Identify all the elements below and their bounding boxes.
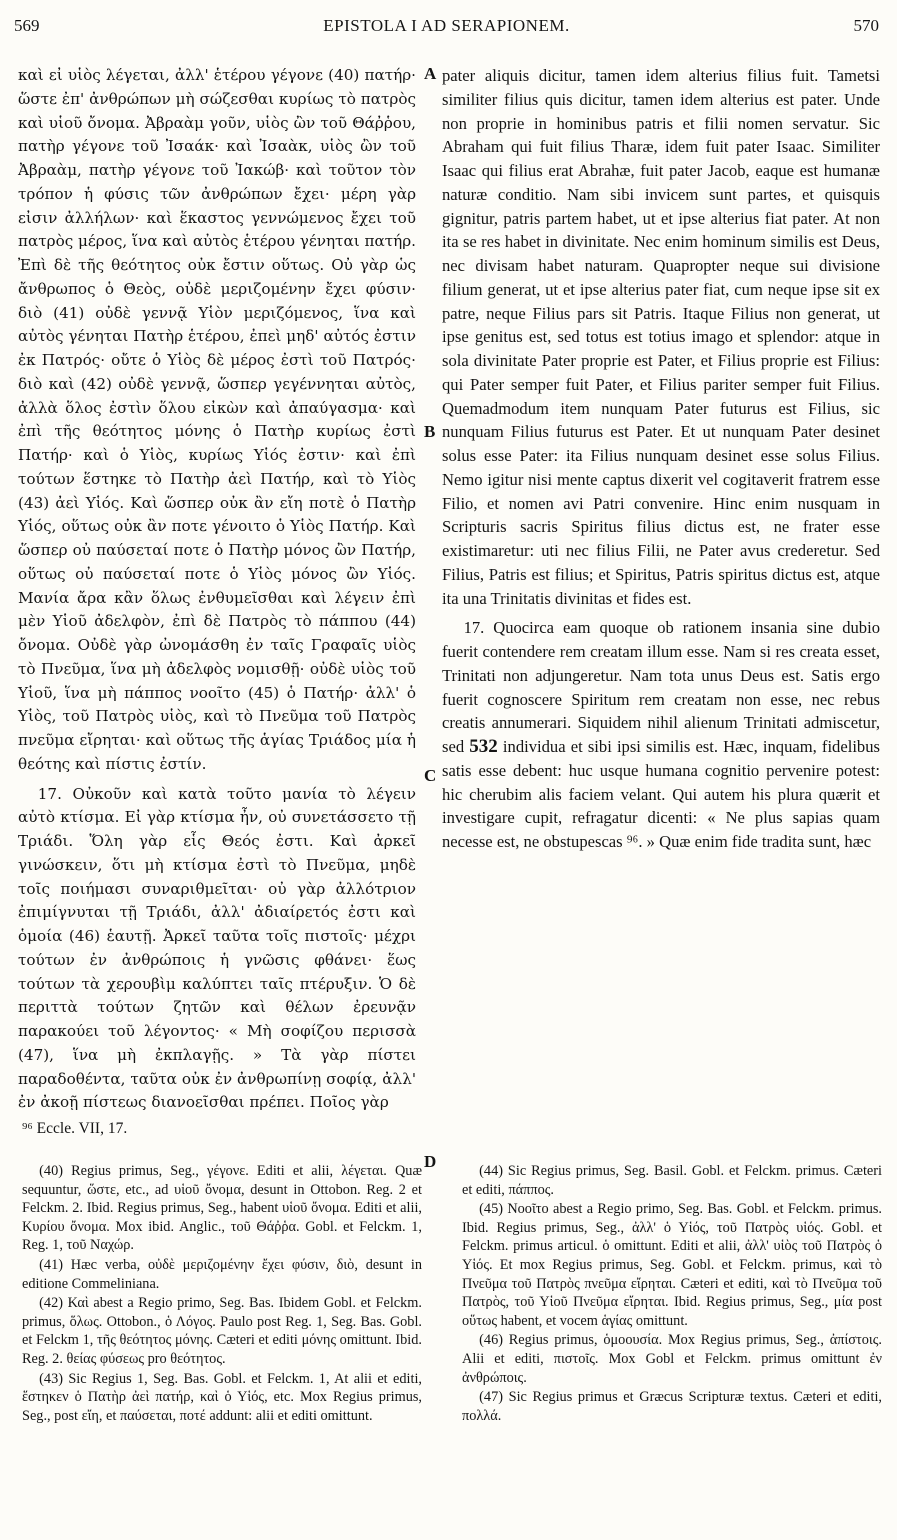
greek-paragraph-2: 17. Οὐκοῦν καὶ κατὰ τοῦτο μανία τὸ λέγειν αὐτὸ κτίσμα. Εἰ γὰρ κτίσμα ἦν, οὐ συνετάσσετο τῇ Τριάδι. Ὅλη γὰρ εἷς Θεός ἐστι. Καὶ ἀρκεῖ γινώσκειν, ὅτι μὴ κτίσμα ἐστὶ τὸ Πνεῦμα, μηδὲ τοῖς ποιήμασι συναριθμεῖται· οὐ γὰρ ἀλλότριον ἐπιμίγνυται τῇ Τριάδι, ἀλλ' ἀδιαίρετός ἐστι καὶ ὁμοία (46) ἑαυτῇ. Ἀρκεῖ ταῦτα τοῖς πιστοῖς· μέχρι τούτων ἐν ἀνθρώποις ἡ γνῶσις φθάνει· ἕως τούτων τὰ χερουβὶμ καλύπτει ταῖς πτέρυξιν. Ὁ δὲ περιττὰ τούτων ζητῶν καὶ θέλων ἐρευνᾷν παρακούει τοῦ λέγοντος· « Μὴ σοφίζου περισσὰ (47), ἵνα μὴ ἐκπλαγῇς. » Τὰ γὰρ πίστει παραδοθέντα, ταῦτα οὐκ ἐν ἀνθρωπίνῃ σοφίᾳ, ἀλλ' ἐν ἀκοῇ πίστεως διανοεῖσθαι πρέπει. Ποῖος γὰρ	[18, 784, 416, 1112]
critical-notes-right	[462, 1162, 882, 1522]
critical-notes-left	[22, 1162, 422, 1522]
greek-text-column	[18, 64, 416, 1112]
note-40: (40) Regius primus, Seg., γέγονε. Editi et alii, λέγεται. Quæ sequuntur, ὥστε, etc., ad υἱοῦ ὄνομα, desunt in Ottobon. Reg. 2 et Felckm. 2. Ibid. Regius primus, Seg., habent υἱοῦ ὄνομα. Editi et alii, Κυρίου ὄνομα. Mox ibid. Anglic., τοῦ Θάῤῥα. Gobl. et Felckm. 1, Reg. 1, τοῦ Ναχώρ.	[22, 1163, 422, 1254]
latin-paragraph-1: pater aliquis dicitur, tamen idem alterius filius fuit. Tametsi similiter filius quis dicitur, tamen idem alterius est pater. Unde non proprie in hominibus patris et filii nomen servatur. Sic Abraham qui fuit filius Tharæ, idem fuit pater Isaac. Similiter Isaac qui filius erat Abrahæ, fuit pater Jacob, eaque est humanæ naturæ conditio. Nam sibi invicem sunt partes, et quisquis gignitur, patris partem habet, ut et ipse alterius fiat pater. At non ita se res habet in divinitate. Nec enim hominum similis est Deus, nec divisam habet naturam. Quapropter neque sui divisione filium generat, ut et ipse alterius pater fiat, cum neque ipse sit ex patre, neque Filius pars sit Patris. Itaque Filius non generat, ut ipse genitus est, sed totus est totius imago et splendor: atque in sola divinitate Pater proprie est Pater, et Filius proprie est Filius: qui Pater semper fuit Pater, et Filius pariter semper fuit Filius. Quemadmodum item nunquam Pater futurus est Filius, sic nunquam Filius futurus est Pater. Et ut nunquam Pater desinet solus esse Pater: ita Filius nunquam desinet esse solus Filius. Nemo igitur nisi mente captus dixerit vel cogitaverit fratrem esse Filio, et nomen avi Patri convenire. Hinc enim nusquam in Scripturis sacris Spiritus filius dictus est, ne frater esse existimaretur: uti nec filius Filii, ne Pater avus crederetur. Sed Filius, Patris est filius; et Spiritus, Patris spiritus dictus est, atque ita una Trinitatis divinitas et fides est.	[442, 66, 880, 608]
page-number-right: 570	[853, 16, 879, 35]
greek-paragraph-1: καὶ εἰ υἱὸς λέγεται, ἀλλ' ἑτέρου γέγονε (40) πατήρ· ὥστε ἐπ' ἀνθρώπων μὴ σώζεσθαι κυρίως τὸ πατρὸς καὶ υἱοῦ ὄνομα. Ἀβραὰμ γοῦν, υἱὸς ὢν τοῦ Θάῤῥου, πατὴρ γέγονε τοῦ Ἰσαάκ· καὶ Ἰσαὰκ, υἱὸς ὢν τοῦ Ἀβραὰμ, πατὴρ γέγονε τοῦ Ἰακώβ· καὶ τοῦτον τὸν τρόπον ἡ φύσις τῶν ἀνθρώπων ἔχει· μέρη γὰρ εἰσιν ἀλλήλων· καὶ ἕκαστος γεννώμενος ἔχει τοῦ πατρὸς μέρος, ἵνα καὶ αὐτὸς ἑτέρου γένηται πατήρ. Ἐπὶ δὲ τῆς θεότητος οὐκ ἔστιν οὕτως. Οὐ γὰρ ὡς ἄνθρωπος ὁ Θεὸς, οὐδὲ μεριζομένην ἔχει φύσιν· διὸ (41) οὐδὲ γεννᾷ Υἱὸν μεριζόμενος, ἵνα καὶ αὐτὸς γένηται Πατὴρ ἑτέρου, ἐπεὶ μηδ' αὐτός ἐστιν ἐκ Πατρός· οὔτε ὁ Υἱὸς δὲ μέρος ἐστὶ τοῦ Πατρός· διὸ καὶ (42) οὐδὲ γεννᾷ, ὥσπερ γεγέννηται αὐτὸς, ἀλλὰ ὅλος ἐστὶν ὅλου εἰκὼν καὶ ἀπαύγασμα· καὶ ἐπὶ τῆς θεότητος μόνης ὁ Πατὴρ κυρίως ἐστὶ Πατήρ· καὶ ὁ Υἱὸς, κυρίως Υἱός ἐστιν· καὶ ἐπὶ τούτων ἕστηκε τὸ Πατὴρ ἀεὶ Πατήρ, καὶ τὸ Υἱὸς (43) ἀεὶ Υἱός. Καὶ ὥσπερ οὐκ ἂν εἴη ποτὲ ὁ Πατὴρ Υἱός, οὕτως οὐκ ἂν ποτε γένοιτο ὁ Υἱὸς Πατήρ. Καὶ ὥσπερ οὐ παύσεταί ποτε ὁ Πατὴρ μόνος ὢν Πατήρ, οὕτως οὐ παύσεταί ποτε ὁ Υἱὸς μόνος ὢν Υἱός. Μανία ἄρα κἂν ὅλως ἐνθυμεῖσθαι καὶ λέγειν ἐπὶ μὲν Υἱοῦ ἀδελφὸν, ἐπὶ δὲ Πατρὸς τὸ πάππου (44) ὄνομα. Οὐδὲ γὰρ ὠνομάσθη ἐν ταῖς Γραφαῖς υἱὸς τὸ Πνεῦμα, ἵνα μὴ ἀδελφὸς νομισθῇ· οὐδὲ υἱὸς τοῦ Υἱοῦ, ἵνα μὴ πάππος νοοῖτο (45) ὁ Πατήρ· ἀλλ' ὁ Υἱὸς, τοῦ Πατρὸς υἱὸς, καὶ τὸ Πνεῦμα τοῦ Πατρὸς πνεῦμα εἴρηται· καὶ οὕτως τῆς ἁγίας Τριάδος μία ἡ θεότης καὶ πίστις ἐστίν.	[18, 66, 416, 773]
note-41: (41) Hæc verba, οὐδὲ μεριζομένην ἔχει φύσιν, διὸ, desunt in editione Commeliniana.	[22, 1256, 422, 1292]
margin-marker-d: D	[424, 1152, 437, 1171]
margin-marker-b: B	[424, 422, 436, 441]
latin-text-column	[442, 64, 880, 1084]
note-42: (42) Καὶ abest a Regio primo, Seg. Bas. Ibidem Gobl. et Felckm. primus, ὅλως. Ottobon., ὁ Λόγος. Paulo post Reg. 1, Seg. Bas. Gobl. et Felckm 1, τῆς θεότητος μόνης. Cæteri et editi μόνης omittunt. Ibid. Reg. 2. θείας φύσεως pro θεότητος.	[22, 1295, 422, 1367]
scripture-footnote: ⁹⁶ Eccle. VII, 17.	[22, 1120, 128, 1137]
note-45: (45) Νοοῖτο abest a Regio primo, Seg. Bas. Gobl. et Felckm. primus. Ibid. Regius primus, Seg., ἀλλ' ὁ Υἱός, τοῦ Πατρὸς υἱός. Gobl. et Felckm. primus articul. ὁ omittunt. Editi et alii, ἀλλ' υἱὸς τοῦ Πατρὸς ὁ Υἱός. Et mox Regius primus, Seg. Gobl. et Felckm. primus, καὶ τὸ Πνεῦμα τοῦ Πατρὸς πνεῦμα εἴρηται. Cæteri et editi, καὶ τὸ Πνεῦμα τοῦ Πατρὸς, τοῦ Υἱοῦ Πνεῦμα εἴρηται. Ibid. Regius primus, Seg., μία post οὕτως habent, et vocem ἁγίας omittunt.	[462, 1201, 882, 1329]
latin-paragraph-2-end: individua et sibi ipsi similis est. Hæc, inquam, fidelibus satis esse debent: huc usque humana cognitio pervenire potest: hic cherubim alis faciem velant. Qui autem his plura quærit et investigare cupit, refragatur dicenti: « Ne plus sapias quam necesse est, ne obstupescas ⁹⁶. » Quæ enim fide tradita sunt, hæc	[442, 737, 880, 851]
margin-marker-a: A	[424, 64, 437, 83]
running-title: EPISTOLA I AD SERAPIONEM.	[323, 16, 570, 35]
page-number-left: 569	[14, 16, 40, 35]
note-47: (47) Sic Regius primus et Græcus Scripturæ textus. Cæteri et editi, πολλά.	[462, 1389, 882, 1424]
latin-paragraph-2-start: 17. Quocirca eam quoque ob rationem insania sine dubio fuerit contendere rem creatam illum esse. Nam si res creata esset, Trinitati non adjungeretur. Nam tota unus Deus est. Satis ergo fuerit cognoscere Spiritum rem creatam non esse, nec rebus creatis annumerari. Siquidem nihil alienum Trinitati admiscetur, sed	[442, 618, 880, 756]
margin-marker-c: C	[424, 766, 437, 785]
page-header	[14, 10, 879, 40]
note-44: (44) Sic Regius primus, Seg. Basil. Gobl. et Felckm. primus. Cæteri et editi, πάππος.	[462, 1163, 882, 1198]
note-46: (46) Regius primus, ὁμοουσία. Mox Regius primus, Seg., ἀπίστοις. Alii et editi, πιστοῖς. Mox Gobl et Felckm. primus omittunt ἐν ἀνθρώποις.	[462, 1332, 882, 1386]
latin-paragraph-2	[442, 616, 880, 854]
inline-page-number: 532	[469, 736, 498, 757]
note-43: (43) Sic Regius 1, Seg. Bas. Gobl. et Felckm. 1, At alii et editi, ἕστηκεν ὁ Πατὴρ ἀεὶ πατήρ, καὶ ὁ Υἱός, etc. Mox Regius primus, Seg., post εἴη, et παύσεται, ποτέ addunt: alii et editi omittunt.	[22, 1370, 422, 1424]
